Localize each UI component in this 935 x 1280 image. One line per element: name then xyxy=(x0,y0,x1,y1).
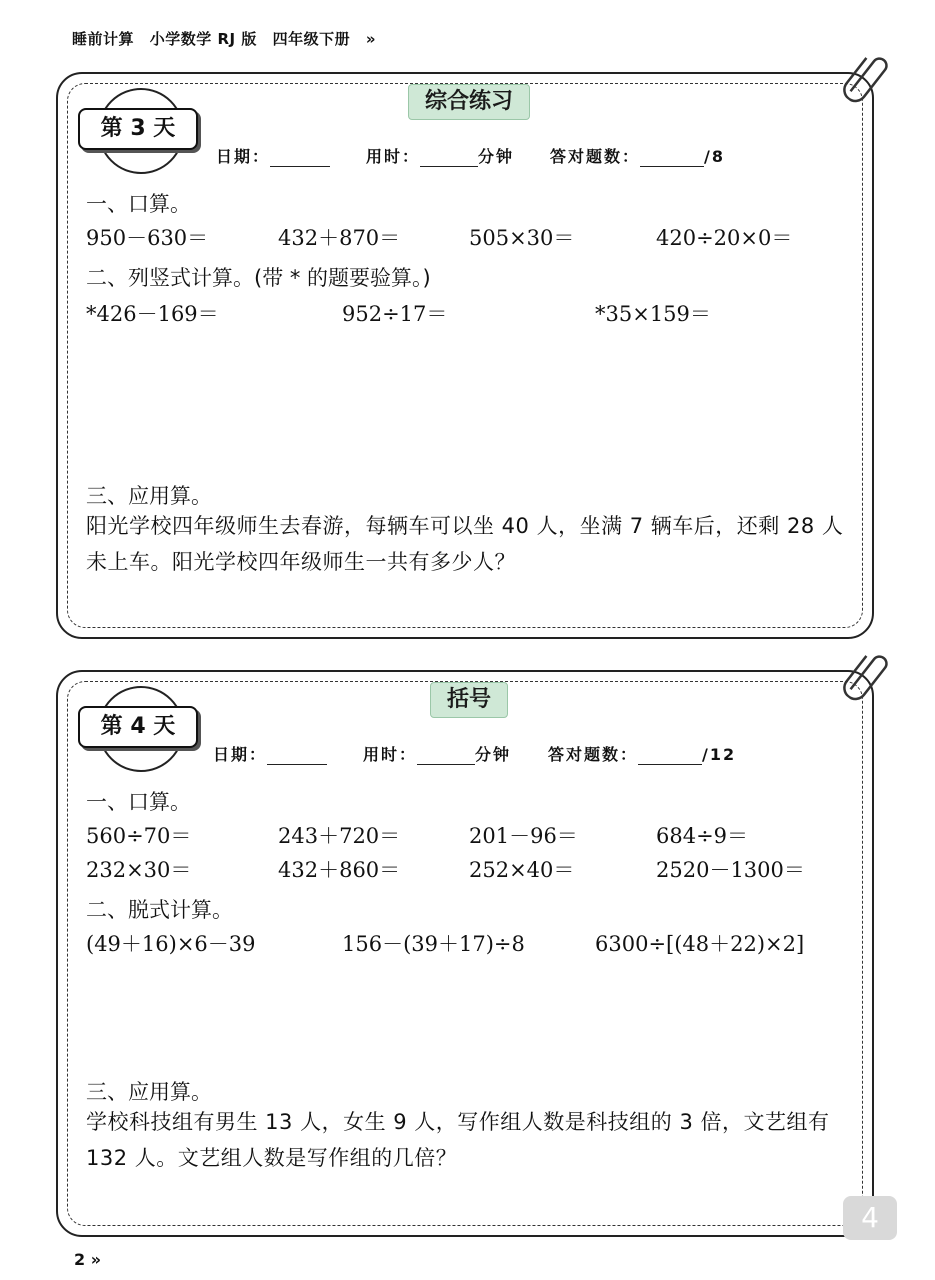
subject-label: 小学数学 RJ 版 xyxy=(149,30,257,48)
word-problem: 阳光学校四年级师生去春游，每辆车可以坐 40 人，坐满 7 辆车后，还剩 28 人 未上车。阳光学校四年级师生一共有多少人？ xyxy=(86,514,844,574)
oral-problem: 432＋870＝ xyxy=(278,226,401,250)
stepwise-problem: (49＋16)×6－39 xyxy=(86,932,256,956)
vertical-problem: 952÷17＝ xyxy=(342,302,448,326)
oral-problem: 252×40＝ xyxy=(469,858,575,882)
word-problem: 学校科技组有男生 13 人，女生 9 人，写作组人数是科技组的 3 倍，文艺组有 132 人。文艺组人数是写作组的几倍？ xyxy=(86,1110,830,1170)
oral-problem: 201－96＝ xyxy=(469,824,578,848)
correct-count-field[interactable]: 答对题数： /12 xyxy=(548,745,737,764)
stepwise-problem: 156－(39＋17)÷8 xyxy=(342,932,525,956)
grade-label: 四年级下册 xyxy=(272,30,351,48)
correct-count-field[interactable]: 答对题数： /8 xyxy=(550,147,725,166)
oral-problem: 432＋860＝ xyxy=(278,858,401,882)
page-number: 2 » xyxy=(74,1250,102,1269)
section-1-title: 一、口算。 xyxy=(86,192,191,216)
date-field[interactable]: 日期： xyxy=(216,144,330,167)
oral-problem: 684÷9＝ xyxy=(656,824,749,848)
day-label: 第 3 天 xyxy=(78,108,198,150)
day-label: 第 4 天 xyxy=(78,706,198,748)
day-badge xyxy=(78,686,198,768)
section-2-title: 二、脱式计算。 xyxy=(86,898,233,922)
time-field[interactable]: 用时： 分钟 xyxy=(363,745,512,764)
oral-problem: 420÷20×0＝ xyxy=(656,226,793,250)
date-field[interactable]: 日期： xyxy=(213,742,327,765)
topic-tag: 括号 xyxy=(430,682,508,718)
series-title: 睡前计算 xyxy=(72,30,135,48)
oral-problem: 505×30＝ xyxy=(469,226,575,250)
day-badge xyxy=(78,88,198,170)
vertical-problem: *426－169＝ xyxy=(86,302,219,326)
page-header xyxy=(72,28,386,49)
time-field[interactable]: 用时： 分钟 xyxy=(366,147,515,166)
oral-problem: 2520－1300＝ xyxy=(656,858,805,882)
oral-problem: 232×30＝ xyxy=(86,858,192,882)
header-arrow: » xyxy=(365,30,377,48)
day-card-3 xyxy=(56,72,874,639)
section-2-title: 二、列竖式计算。(带 * 的题要验算。) xyxy=(86,266,431,290)
vertical-problem: *35×159＝ xyxy=(595,302,711,326)
oral-problem: 243＋720＝ xyxy=(278,824,401,848)
stepwise-problem: 6300÷[(48＋22)×2] xyxy=(595,932,805,956)
section-1-title: 一、口算。 xyxy=(86,790,191,814)
day-card-4 xyxy=(56,670,874,1237)
section-3-title: 三、应用算。 xyxy=(86,484,212,508)
section-3-title: 三、应用算。 xyxy=(86,1080,212,1104)
topic-tag: 综合练习 xyxy=(408,84,530,120)
oral-problem: 560÷70＝ xyxy=(86,824,192,848)
oral-problem: 950－630＝ xyxy=(86,226,209,250)
corner-page-mark: 4 xyxy=(843,1196,897,1240)
